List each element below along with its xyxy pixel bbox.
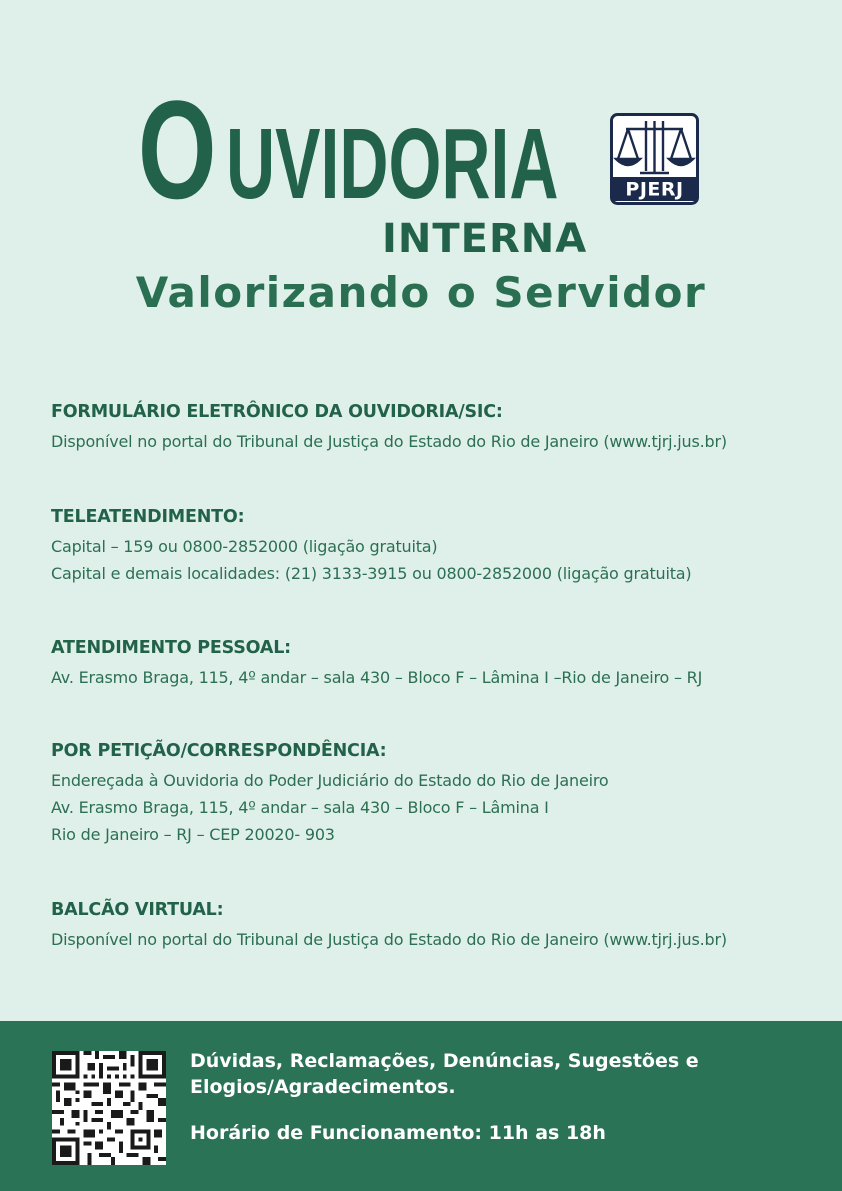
section-line: Av. Erasmo Braga, 115, 4º andar – sala 430 – Bloco F – Lâmina I <box>51 798 549 817</box>
footer-line-1: Dúvidas, Reclamações, Denúncias, Sugestões e <box>190 1050 699 1072</box>
qr-code[interactable] <box>52 1051 166 1165</box>
footer-hours: Horário de Funcionamento: 11h as 18h <box>190 1122 606 1144</box>
pjerj-logo <box>610 113 699 205</box>
section-heading: TELEATENDIMENTO: <box>51 507 245 527</box>
page-title <box>138 71 559 228</box>
section-teleatendimento <box>51 507 811 587</box>
footer-line-2: Elogios/Agradecimentos. <box>190 1076 456 1098</box>
section-line: Endereçada à Ouvidoria do Poder Judiciário do Estado do Rio de Janeiro <box>51 771 609 790</box>
section-heading: ATENDIMENTO PESSOAL: <box>51 638 291 658</box>
logo-text: PJERJ <box>625 178 684 201</box>
title-rest: UVIDORIA <box>226 108 559 220</box>
subtitle: Valorizando o Servidor <box>135 268 707 317</box>
section-atendimento-pessoal <box>51 638 811 691</box>
section-heading: FORMULÁRIO ELETRÔNICO DA OUVIDORIA/SIC: <box>51 402 503 422</box>
section-peticao <box>51 741 811 848</box>
header <box>0 0 842 340</box>
section-line: Disponível no portal do Tribunal de Justiça do Estado do Rio de Janeiro (www.tjrj.jus.br) <box>51 432 727 451</box>
section-balcao-virtual <box>51 900 811 953</box>
section-formulario <box>51 402 811 455</box>
title-first-letter: O <box>138 71 217 228</box>
footer-banner <box>0 1021 842 1191</box>
section-heading: BALCÃO VIRTUAL: <box>51 900 224 920</box>
section-line: Disponível no portal do Tribunal de Justiça do Estado do Rio de Janeiro (www.tjrj.jus.br) <box>51 930 727 949</box>
section-line: Rio de Janeiro – RJ – CEP 20020- 903 <box>51 825 335 844</box>
footer-message <box>190 1048 790 1100</box>
section-line: Capital – 159 ou 0800-2852000 (ligação gratuita) <box>51 537 438 556</box>
title-interna: INTERNA <box>382 216 588 262</box>
section-heading: POR PETIÇÃO/CORRESPONDÊNCIA: <box>51 741 387 761</box>
section-line: Av. Erasmo Braga, 115, 4º andar – sala 430 – Bloco F – Lâmina I –Rio de Janeiro – RJ <box>51 668 703 687</box>
section-line: Capital e demais localidades: (21) 3133-3915 ou 0800-2852000 (ligação gratuita) <box>51 564 692 583</box>
